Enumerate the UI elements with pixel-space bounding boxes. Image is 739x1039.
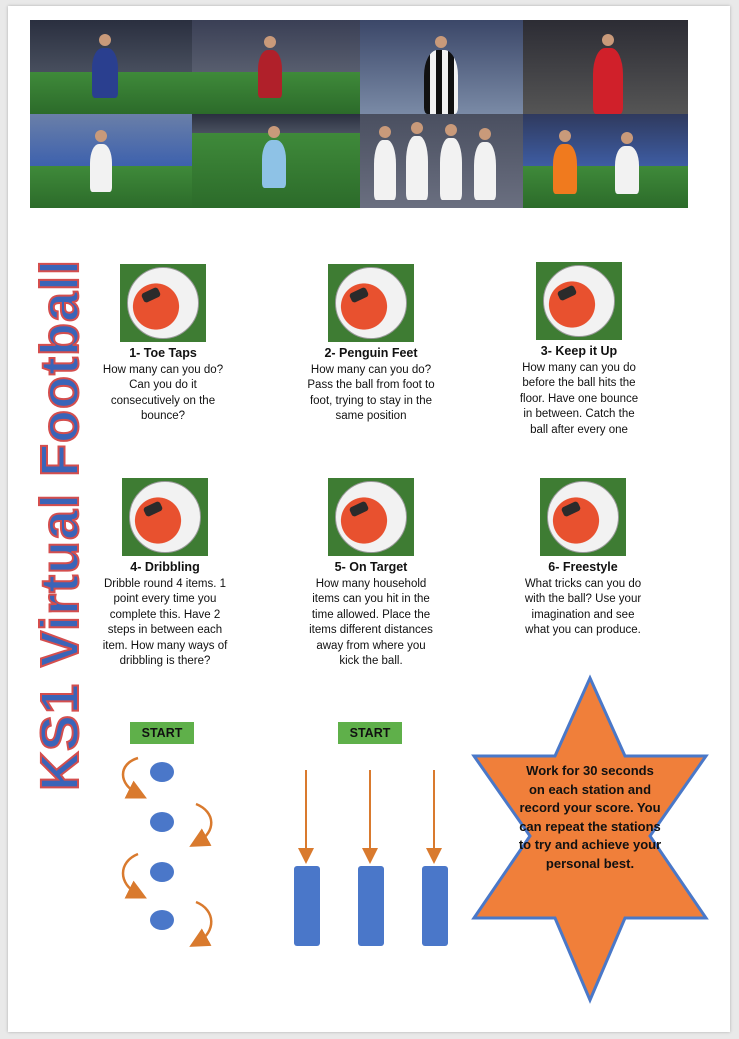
station-freestyle xyxy=(518,478,648,639)
station-text: How many can you do? Can you do it consecutively on the bounce? xyxy=(102,363,224,422)
station-text: How many can you do? Pass the ball from foot to foot, trying to stay in the same position xyxy=(307,363,435,422)
station-toe-taps xyxy=(98,264,228,425)
dribble-cone-4 xyxy=(150,910,174,930)
photo-player-5 xyxy=(30,114,192,208)
star-callout xyxy=(470,674,710,1004)
station-penguin-feet xyxy=(306,264,436,425)
photo-player-6 xyxy=(192,114,360,208)
photo-player-8 xyxy=(523,114,688,208)
station-text: Dribble round 4 items. 1 point every time you complete this. Have 2 steps in between each item. How many ways of dribbling is there? xyxy=(102,577,228,667)
football-image xyxy=(540,478,626,556)
station-title: 5- On Target xyxy=(334,560,408,574)
start-badge-target: START xyxy=(338,722,402,744)
football-image xyxy=(328,478,414,556)
football-image xyxy=(122,478,208,556)
station-on-target xyxy=(306,478,436,670)
photo-player-1 xyxy=(30,20,192,114)
on-target-diagram xyxy=(284,764,464,950)
dribble-cone-3 xyxy=(150,862,174,882)
photo-player-7 xyxy=(360,114,523,208)
station-keep-it-up xyxy=(514,262,644,438)
target-item-3 xyxy=(422,866,448,946)
curve-arrow-1 xyxy=(123,758,138,794)
station-title: 1- Toe Taps xyxy=(129,346,197,360)
target-item-2 xyxy=(358,866,384,946)
curve-arrow-2 xyxy=(196,804,211,842)
station-text: What tricks can you do with the ball? Use your imagination and see what you can produce. xyxy=(524,577,642,636)
station-title: 2- Penguin Feet xyxy=(324,346,418,360)
station-title: 4- Dribbling xyxy=(130,560,200,574)
dribble-cone-2 xyxy=(150,812,174,832)
curve-arrow-4 xyxy=(196,902,211,942)
start-badge-dribbling: START xyxy=(130,722,194,744)
photo-player-3 xyxy=(360,20,523,114)
station-text: How many can you do before the ball hits the floor. Have one bounce in between. Catch the ball after every one xyxy=(519,361,639,436)
curve-arrow-3 xyxy=(123,854,138,894)
dribble-cone-1 xyxy=(150,762,174,782)
title-text: KS1 Virtual Football xyxy=(30,258,91,791)
station-dribbling xyxy=(100,478,230,670)
target-item-1 xyxy=(294,866,320,946)
worksheet-page xyxy=(8,6,730,1032)
football-image xyxy=(120,264,206,342)
vertical-title xyxy=(30,242,91,807)
callout-text: Work for 30 seconds on each station and record your score. You can repeat the stations to try and achieve your personal best. xyxy=(518,763,662,871)
football-image xyxy=(536,262,622,340)
photo-player-4 xyxy=(523,20,688,114)
photo-player-2 xyxy=(192,20,360,114)
station-title: 3- Keep it Up xyxy=(540,344,618,358)
dribbling-diagram xyxy=(104,750,224,950)
station-title: 6- Freestyle xyxy=(548,560,618,574)
football-image xyxy=(328,264,414,342)
station-text: How many household items can you hit in the time allowed. Place the items different distances away from where you kick the ball. xyxy=(309,577,433,667)
player-photo-collage xyxy=(30,20,688,208)
